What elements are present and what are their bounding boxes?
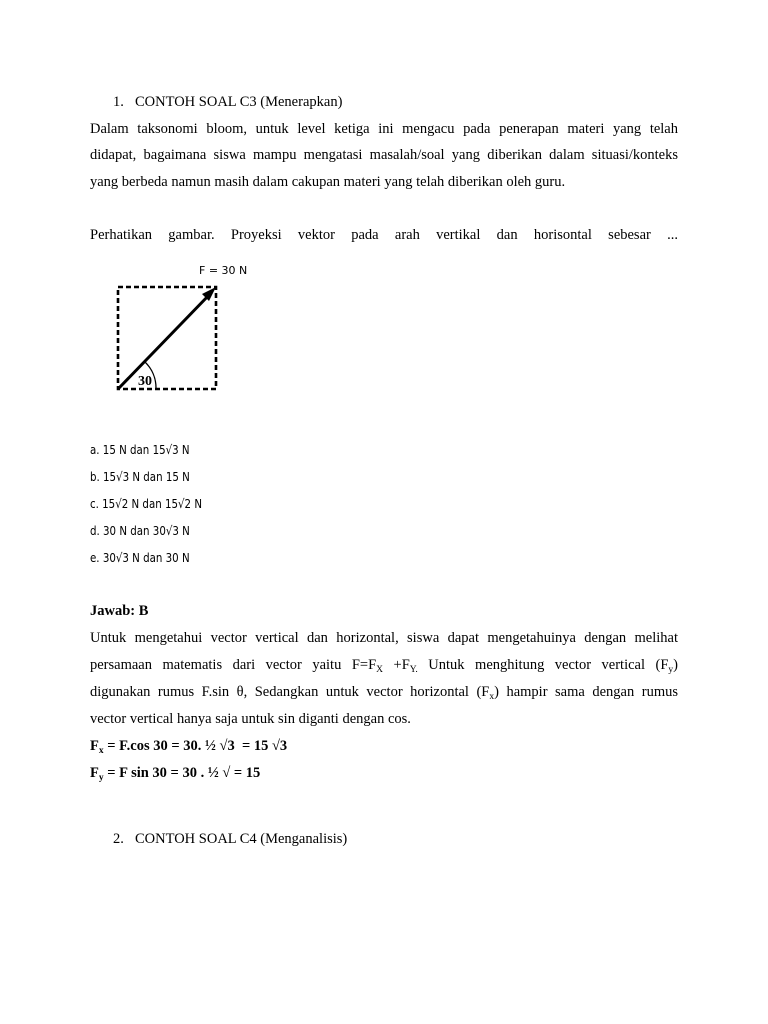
explanation-line-1: Untuk mengetahui vector vertical dan horizontal, siswa dapat mengetahuinya dengan melihat [90,630,678,646]
section1-number: 1. [113,94,124,110]
explanation-line-4: vector vertical hanya saja untuk sin diganti dengan cos. [90,711,411,727]
question-text: Perhatikan gambar. Proyeksi vektor pada arah vertikal dan horisontal sebesar ... [90,227,678,243]
explanation-line-3: digunakan rumus F.sin θ, Sedangkan untuk vector horizontal $(F_x)$ hampir sama dengan rumus [90,684,678,702]
section2-title: CONTOH SOAL C4 (Menganalisis) [135,831,348,847]
option-d: d. 30 N dan 30√3 N [90,523,190,538]
intro-line-1: Dalam taksonomi bloom, untuk level ketiga ini mengacu pada penerapan materi yang telah [90,121,678,137]
vector-diagram [100,258,248,398]
intro-line-3: yang berbeda namun masih dalam cakupan materi yang telah diberikan oleh guru. [90,174,566,190]
explanation-line-2: persamaan matematis dari vector yaitu $F=F_X +F_{Y.}$ Untuk menghitung vector vertical $(F_y)$ [90,657,678,675]
formula-fx: $F_x = F.\cos$ 30 = 30. ½ √3 = 15 √3 [90,738,288,756]
option-b: b. 15√3 N dan 15 N [90,469,190,484]
option-e: e. 30√3 N dan 30 N [90,550,190,565]
formula-fy: $F_y = F$ sin 30 = 30 . ½ √ = 15 [90,765,261,783]
intro-line-2: didapat, bagaimana siswa mampu mengatasi masalah/soal yang diberikan dalam situasi/konteks [90,147,678,163]
force-label: F = 30 N [199,264,248,277]
option-a: a. 15 N dan 15√3 N [90,442,190,457]
option-c: c. 15√2 N dan 15√2 N [90,496,203,511]
section1-title: CONTOH SOAL C3 (Menerapkan) [135,94,343,110]
section2-number: 2. [113,831,124,847]
angle-label: 30 [138,374,152,389]
answer-heading: Jawab: B [90,603,149,619]
force-vector-line [119,294,210,388]
